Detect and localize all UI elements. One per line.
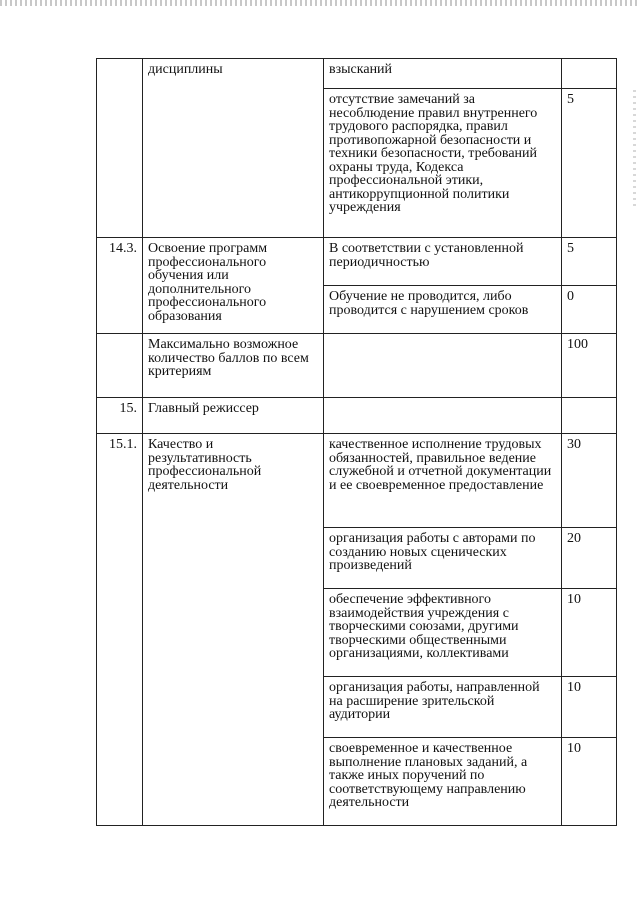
points-cell: 10 — [562, 738, 617, 826]
condition-cell: качественное исполнение трудовых обязанностей, правильное ведение служебной и отчетной документации и ее своевременное предоставление — [324, 434, 562, 528]
condition-cell: отсутствие замечаний за несоблюдение правил внутреннего трудового распорядка, правил противопожарной безопасности и техники безопасности, требований охраны труда, Кодекса профессиональной этики, антикоррупционной политики учреждения — [324, 89, 562, 238]
points-cell: 5 — [562, 238, 617, 286]
condition-cell: организация работы с авторами по созданию новых сценических произведений — [324, 528, 562, 589]
points-cell: 100 — [562, 334, 617, 398]
points-cell: 10 — [562, 589, 617, 677]
points-cell: 10 — [562, 677, 617, 738]
condition-cell: организация работы, направленной на расширение зрительской аудитории — [324, 677, 562, 738]
criterion-name-cell: Главный режиссер — [143, 398, 324, 434]
scan-edge-top — [0, 0, 640, 6]
row-number-cell: 15. — [97, 398, 143, 434]
row-number-cell — [97, 334, 143, 398]
points-cell — [562, 59, 617, 89]
criterion-name-cell: Качество и результативность профессиональной деятельности — [143, 434, 324, 826]
condition-cell: обеспечение эффективного взаимодействия учреждения с творческими союзами, другими творческими общественными организациями, коллективами — [324, 589, 562, 677]
table-row — [97, 434, 617, 528]
scan-edge-right — [633, 90, 636, 210]
table-row — [97, 238, 617, 286]
table-row — [97, 59, 617, 89]
condition-cell: В соответствии с установленной периодичностью — [324, 238, 562, 286]
condition-cell — [324, 398, 562, 434]
criterion-name-cell: дисциплины — [143, 59, 324, 238]
points-cell: 20 — [562, 528, 617, 589]
points-cell: 0 — [562, 286, 617, 334]
criterion-name-cell: Максимально возможное количество баллов по всем критериям — [143, 334, 324, 398]
condition-cell: своевременное и качественное выполнение плановых заданий, а также иных поручений по соответствующему направлению деятельности — [324, 738, 562, 826]
row-number-cell — [97, 59, 143, 238]
criterion-name-cell: Освоение программ профессионального обучения или дополнительного профессионального образования — [143, 238, 324, 334]
row-number-cell: 14.3. — [97, 238, 143, 334]
condition-cell — [324, 334, 562, 398]
table-row — [97, 334, 617, 398]
condition-cell: Обучение не проводится, либо проводится с нарушением сроков — [324, 286, 562, 334]
points-cell: 30 — [562, 434, 617, 528]
row-number-cell: 15.1. — [97, 434, 143, 826]
points-cell: 5 — [562, 89, 617, 238]
condition-cell: взысканий — [324, 59, 562, 89]
table-row — [97, 398, 617, 434]
criteria-table — [96, 58, 617, 826]
points-cell — [562, 398, 617, 434]
